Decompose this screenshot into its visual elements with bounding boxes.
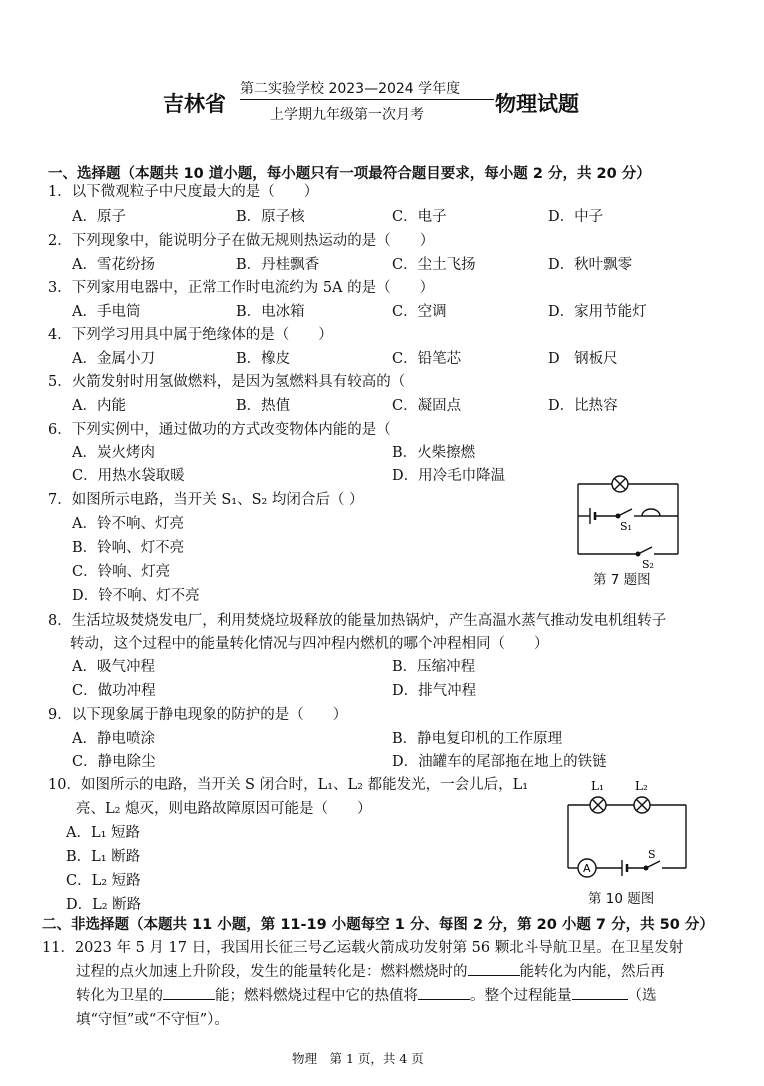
q7-stem: 7．如图所示电路，当开关 S₁、S₂ 均闭合后（ ） xyxy=(48,492,364,508)
q1-stem: 1．以下微观粒子中尺度最大的是（ ） xyxy=(48,184,319,200)
q3-stem: 3．下列家用电器中，正常工作时电流约为 5A 的是（ ） xyxy=(48,280,435,296)
q11-line3-d: （选 xyxy=(627,988,657,1004)
fig7-s1-label: S₁ xyxy=(620,520,632,533)
q4-option-d: D 钢板尺 xyxy=(548,351,618,367)
q3-option-b: B．电冰箱 xyxy=(236,304,305,320)
page-footer: 物理 第 1 页，共 4 页 xyxy=(292,1051,424,1066)
q9-option-c: C．静电除尘 xyxy=(72,754,156,770)
fig10-circuit-diagram xyxy=(558,770,698,886)
fig7-switch-s1 xyxy=(618,509,632,516)
section1-heading: 一、选择题（本题共 10 道小题，每小题只有一项最符合题目要求，每小题 2 分，共 20 分） xyxy=(48,166,651,182)
q7-option-d: D．铃不响、灯不亮 xyxy=(72,588,200,604)
q8-stem-line2: 转动，这个过程中的能量转化情况与四冲程内燃机的哪个冲程相同（ ） xyxy=(70,636,549,652)
q8-option-c: C．做功冲程 xyxy=(72,683,156,699)
q8-option-b: B．压缩冲程 xyxy=(392,659,476,675)
q9-option-d: D．油罐车的尾部拖在地上的铁链 xyxy=(392,754,607,770)
q2-option-b: B．丹桂飘香 xyxy=(236,257,320,273)
title-prefix: 吉林省 xyxy=(163,92,226,116)
q11-line2 xyxy=(76,960,665,981)
q10-stem-line1: 10．如图所示的电路，当开关 S 闭合时，L₁、L₂ 都能发光，一会儿后，L₁ xyxy=(48,777,529,793)
q11-line2-b: 能转化为内能，然后再 xyxy=(519,964,665,980)
fig7-bell-icon xyxy=(642,509,660,516)
q6-option-b: B．火柴擦燃 xyxy=(392,445,476,461)
fig10-l1-label: L₁ xyxy=(591,779,604,793)
q1-option-b: B．原子核 xyxy=(236,209,305,225)
q6-option-c: C．用热水袋取暖 xyxy=(72,468,185,484)
q2-option-c: C．尘土飞扬 xyxy=(392,257,476,273)
q10-option-b: B．L₁ 断路 xyxy=(66,849,141,865)
q5-option-c: C．凝固点 xyxy=(392,398,462,414)
q9-option-b: B．静电复印机的工作原理 xyxy=(392,731,563,747)
q8-stem-line1: 8．生活垃圾焚烧发电厂，利用焚烧垃圾释放的能量加热锅炉，产生高温水蒸气推动发电机组转子 xyxy=(48,613,667,629)
fig7-circuit-diagram xyxy=(568,474,688,574)
q1-option-d: D．中子 xyxy=(548,209,604,225)
q1-option-c: C．电子 xyxy=(392,209,447,225)
q1-option-a: A．原子 xyxy=(72,209,126,225)
q6-option-d: D．用冷毛巾降温 xyxy=(392,468,506,484)
q7-option-b: B．铃响、灯不亮 xyxy=(72,540,185,556)
school-year: 第二实验学校 2023—2024 学年度 xyxy=(240,81,461,97)
q6-option-a: A．炭火烤肉 xyxy=(72,445,155,461)
q3-option-a: A．手电筒 xyxy=(72,304,141,320)
q11-blank-4[interactable] xyxy=(572,987,628,1000)
q9-option-a: A．静电喷涂 xyxy=(72,731,155,747)
fig10-switch-label: S xyxy=(648,848,656,861)
q11-blank-3[interactable] xyxy=(418,987,470,1000)
q11-line2-a: 过程的点火加速上升阶段，发生的能量转化是：燃料燃烧时的 xyxy=(76,964,468,980)
q4-stem: 4．下列学习用具中属于绝缘体的是（ ） xyxy=(48,327,333,343)
q10-option-c: C．L₂ 短路 xyxy=(66,873,141,889)
fig10-switch xyxy=(646,861,660,868)
q8-option-a: A．吸气冲程 xyxy=(72,659,155,675)
exam-name: 上学期九年级第一次月考 xyxy=(270,107,424,123)
q4-option-a: A．金属小刀 xyxy=(72,351,155,367)
q2-option-a: A．雪花纷扬 xyxy=(72,257,155,273)
q11-line3-c: 。整个过程能量 xyxy=(470,988,572,1004)
q5-stem: 5．火箭发射时用氢做燃料，是因为氢燃料具有较高的（ xyxy=(48,374,406,390)
title-suffix: 物理试题 xyxy=(495,92,579,116)
q9-stem: 9．以下现象属于静电现象的防护的是（ ） xyxy=(48,707,348,723)
q6-stem: 6．下列实例中，通过做功的方式改变物体内能的是（ xyxy=(48,422,391,438)
q5-option-d: D．比热容 xyxy=(548,398,618,414)
q10-option-d: D．L₂ 断路 xyxy=(66,897,142,913)
q11-blank-1[interactable] xyxy=(468,963,520,976)
q4-option-c: C．铅笔芯 xyxy=(392,351,462,367)
fig7-switch-s2 xyxy=(638,547,652,554)
q3-option-c: C．空调 xyxy=(392,304,447,320)
q8-option-d: D．排气冲程 xyxy=(392,683,477,699)
q7-option-c: C．铃响、灯亮 xyxy=(72,564,171,580)
fig10-caption: 第 10 题图 xyxy=(588,891,655,907)
q11-line3 xyxy=(76,984,657,1005)
q2-stem: 2．下列现象中，能说明分子在做无规则热运动的是（ ） xyxy=(48,233,435,249)
section2-heading: 二、非选择题（本题共 11 小题，第 11-19 小题每空 1 分、每图 2 分，第 20 小题 7 分，共 50 分） xyxy=(42,917,714,933)
q7-option-a: A．铃不响、灯亮 xyxy=(72,516,184,532)
q5-option-b: B．热值 xyxy=(236,398,291,414)
q11-blank-2[interactable] xyxy=(163,987,215,1000)
q11-line3-a: 转化为卫星的 xyxy=(76,988,163,1004)
q11-line1: 11．2023 年 5 月 17 日，我国用长征三号乙运载火箭成功发射第 56 颗北斗导航卫星。在卫星发射 xyxy=(42,940,684,956)
q5-option-a: A．内能 xyxy=(72,398,126,414)
q3-option-d: D．家用节能灯 xyxy=(548,304,647,320)
fig7-caption: 第 7 题图 xyxy=(593,572,651,588)
q10-option-a: A．L₁ 短路 xyxy=(66,825,141,841)
q10-stem-line2: 亮、L₂ 熄灭，则电路故障原因可能是（ ） xyxy=(76,801,372,817)
fig7-s2-label: S₂ xyxy=(642,558,654,571)
q2-option-d: D．秋叶飘零 xyxy=(548,257,633,273)
fig10-l2-label: L₂ xyxy=(635,779,648,793)
q11-line3-b: 能；燃料燃烧过程中它的热值将 xyxy=(215,988,418,1004)
q11-line4: 填“守恒”或“不守恒”）。 xyxy=(76,1012,229,1028)
title-divider xyxy=(240,99,494,100)
fig10-ammeter-label: A xyxy=(583,862,591,875)
q4-option-b: B．橡皮 xyxy=(236,351,291,367)
